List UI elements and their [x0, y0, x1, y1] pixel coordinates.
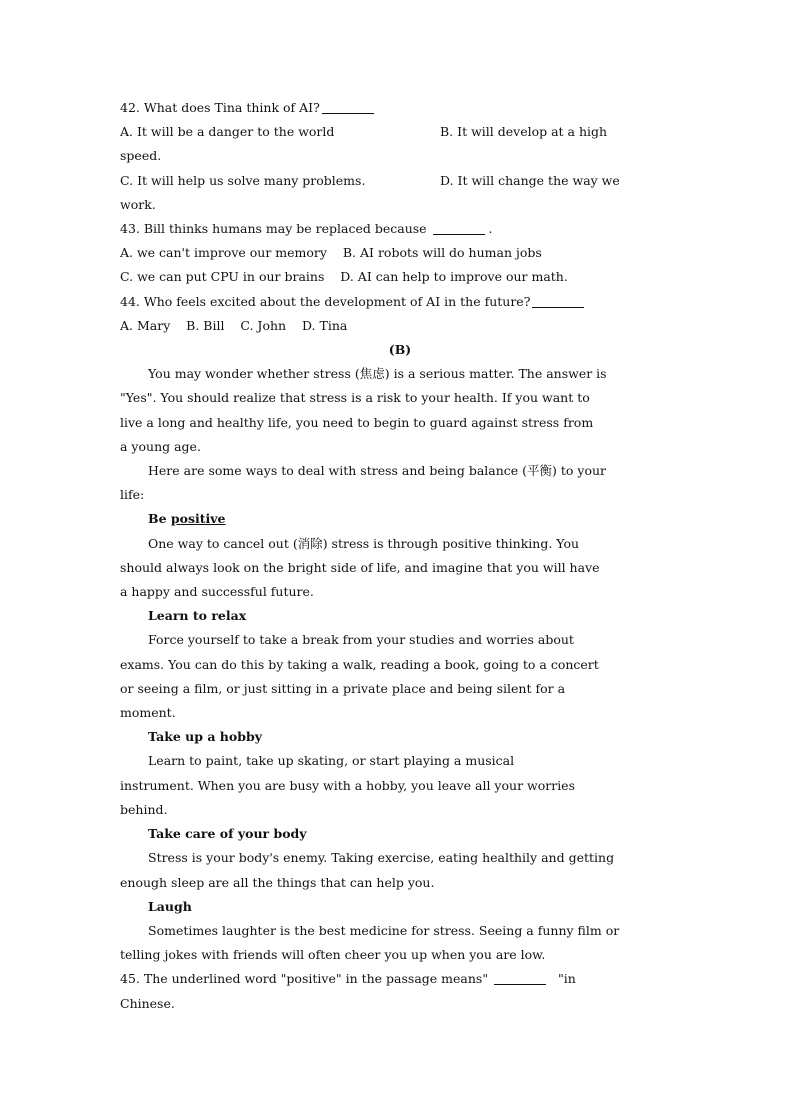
- option-a: A. we can't improve our memory: [120, 245, 327, 261]
- subheading-take-care-of-your-body: Take care of your body: [148, 826, 307, 842]
- section-be-positive: One way to cancel out (消除) stress is through positive thinking. You should always look on the bright side of life, and imagine that you will have a happy and successful future.: [120, 535, 600, 600]
- question-44-options: A. Mary B. Bill C. John D. Tina: [120, 317, 348, 333]
- subheading-be-positive: Be positive: [148, 511, 226, 527]
- question-43-options-ab: [120, 241, 680, 265]
- subheading-learn-to-relax: Learn to relax: [148, 608, 247, 624]
- section-laugh: Sometimes laughter is the best medicine for stress. Seeing a funny film or telling jokes with friends will often cheer you up when you are low.: [120, 922, 620, 963]
- passage-paragraph-2: Here are some ways to deal with stress and being balance (平衡) to your life:: [120, 463, 607, 503]
- option-b: B. It will develop at a high: [440, 124, 608, 140]
- option-a: A. It will be a danger to the world: [120, 124, 335, 140]
- option-b: B. AI robots will do human jobs: [342, 245, 542, 261]
- passage-paragraph-1: You may wonder whether stress (焦虑) is a serious matter. The answer is "Yes". You should realize that stress is a risk to your health. If you want to live a long and healthy life, you need to begin to guard against stress from a young age.: [120, 366, 607, 454]
- subheading-take-up-a-hobby: Take up a hobby: [148, 729, 262, 745]
- underlined-word: positive: [170, 511, 226, 527]
- question-42: 42. What does Tina think of AI?: [120, 96, 680, 120]
- answer-blank[interactable]: [494, 970, 546, 985]
- option-d-cont: work.: [120, 196, 156, 212]
- section-learn-to-relax: Force yourself to take a break from your studies and worries about exams. You can do this by taking a walk, reading a book, going to a concert or seeing a film, or just sitting in a private place and being silent for a moment.: [120, 632, 599, 721]
- question-42-options-cd: [120, 169, 680, 193]
- option-b-cont: speed.: [120, 148, 162, 164]
- question-45-cont: Chinese.: [120, 995, 175, 1011]
- answer-blank[interactable]: [433, 220, 485, 235]
- question-44: 44. Who feels excited about the development of AI in the future?: [120, 290, 680, 314]
- option-c: C. It will help us solve many problems.: [120, 172, 366, 188]
- section-take-up-a-hobby: Learn to paint, take up skating, or start playing a musical instrument. When you are busy with a hobby, you leave all your worries behind.: [120, 753, 575, 817]
- answer-blank[interactable]: [532, 293, 584, 308]
- question-43-options-cd: [120, 265, 680, 289]
- question-45: 45. The underlined word "positive" in the passage means" "in: [120, 971, 576, 987]
- option-d: D. It will change the way we: [440, 172, 620, 188]
- question-42-options-ab: [120, 120, 680, 144]
- question-43: 43. Bill thinks humans may be replaced because .: [120, 221, 493, 237]
- section-title: (B): [388, 342, 412, 358]
- document-content: [120, 96, 680, 1016]
- option-d: D. AI can help to improve our math.: [340, 269, 568, 285]
- answer-blank[interactable]: [322, 99, 374, 114]
- subheading-laugh: Laugh: [148, 898, 192, 914]
- section-take-care-of-your-body: Stress is your body's enemy. Taking exercise, eating healthily and getting enough sleep are all the things that can help you.: [120, 850, 615, 890]
- option-c: C. we can put CPU in our brains: [120, 269, 325, 285]
